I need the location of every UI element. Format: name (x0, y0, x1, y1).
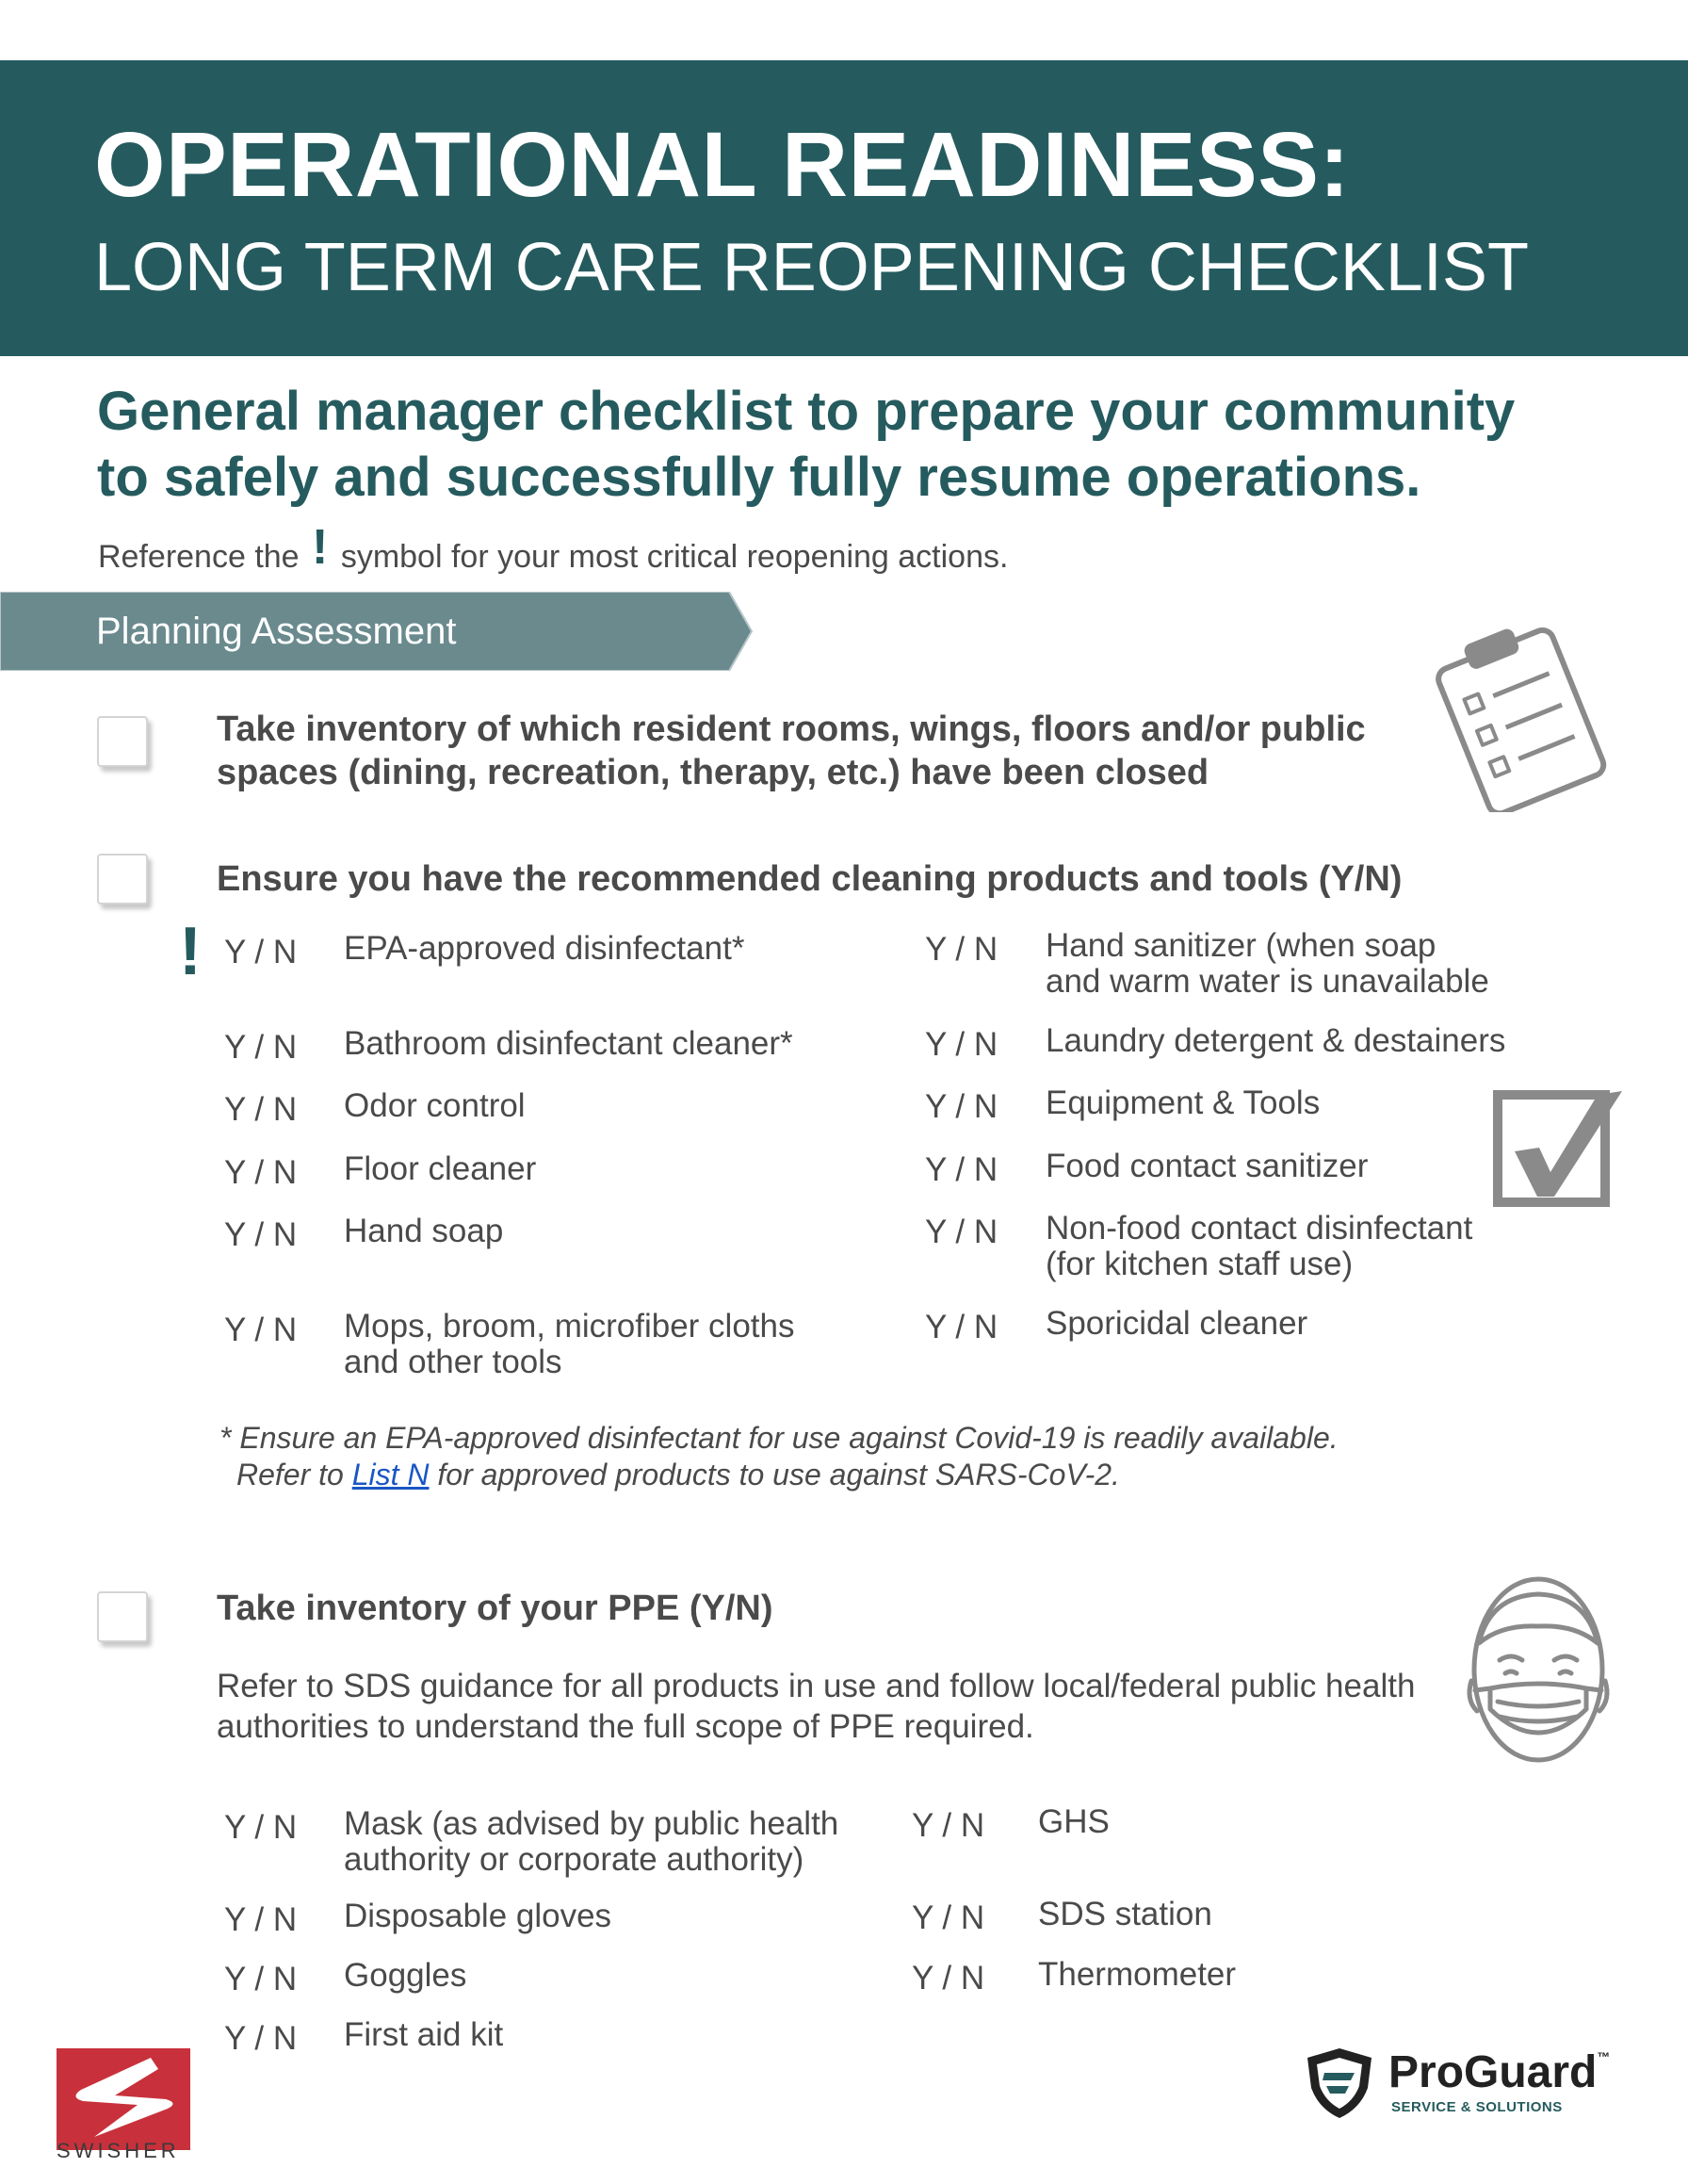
footnote-text-after-link: for approved products to use against SARS-CoV-2. (437, 1458, 1120, 1491)
yn-toggle[interactable]: Y / N (925, 1088, 998, 1125)
checklist-item-line: Equipment & Tools (1046, 1084, 1321, 1121)
yn-toggle[interactable]: Y / N (925, 931, 998, 968)
checked-box-icon (1492, 1085, 1624, 1217)
checklist-item-line: and other tools (344, 1344, 562, 1380)
checklist-item-line: Hand sanitizer (when soap (1046, 927, 1436, 964)
checklist-item (1046, 1085, 1320, 1121)
checklist-item (1046, 1306, 1307, 1342)
yn-toggle[interactable]: Y / N (224, 1961, 298, 1997)
swisher-logo-icon (57, 2048, 198, 2150)
page-subtitle: LONG TERM CARE REOPENING CHECKLIST (94, 230, 1529, 305)
task-1-checkbox[interactable] (97, 716, 148, 767)
checklist-item-line: Food contact sanitizer (1046, 1148, 1369, 1184)
yn-toggle[interactable]: Y / N (925, 1214, 998, 1250)
checklist-item-line: First aid kit (344, 2016, 504, 2053)
yn-toggle[interactable]: Y / N (925, 1309, 998, 1345)
yn-toggle[interactable]: Y / N (912, 1807, 985, 1844)
checklist-item-line: and warm water is unavailable (1046, 963, 1489, 1000)
footnote-line-2 (219, 1457, 1339, 1493)
checklist-item-line: Mask (as advised by public health (344, 1805, 839, 1842)
swisher-wordmark: SWISHER (57, 2139, 180, 2162)
checklist-item-line: Goggles (344, 1957, 467, 1994)
yn-toggle[interactable]: Y / N (224, 1091, 298, 1128)
checklist-item (1046, 1149, 1368, 1184)
yn-toggle[interactable]: Y / N (224, 1809, 298, 1846)
critical-symbol-icon: ! (312, 520, 329, 575)
task-1-line-1: Take inventory of which resident rooms, wings, floors and/or public (217, 709, 1366, 749)
checklist-item (1046, 1023, 1505, 1059)
checklist-item-line: (for kitchen staff use) (1046, 1246, 1354, 1282)
task-2-title: Ensure you have the recommended cleaning products and tools (Y/N) (217, 859, 1403, 899)
yn-toggle[interactable]: Y / N (224, 1901, 298, 1938)
task-1-text (217, 708, 1404, 794)
proguard-wordmark (1388, 2047, 1611, 2097)
checklist-item-line: Hand soap (344, 1213, 504, 1249)
task-3-checkbox[interactable] (97, 1591, 148, 1642)
proguard-tagline: SERVICE & SOLUTIONS (1391, 2099, 1563, 2115)
checklist-item (344, 1899, 611, 1934)
checklist-item (344, 1309, 794, 1380)
task-3-description (217, 1666, 1415, 1747)
clipboard-checklist-icon (1430, 624, 1609, 812)
yn-toggle[interactable]: Y / N (224, 1312, 298, 1348)
yn-toggle[interactable]: Y / N (224, 1154, 298, 1191)
checklist-item (1038, 1897, 1212, 1932)
checklist-item (344, 1026, 793, 1062)
checklist-item (344, 1214, 503, 1249)
checklist-item-line: Disposable gloves (344, 1898, 612, 1934)
checklist-item (1038, 1957, 1236, 1993)
reference-text-after: symbol for your most critical reopening actions. (340, 539, 1009, 575)
yn-toggle[interactable]: Y / N (912, 1899, 985, 1936)
checklist-item-line: authority or corporate authority) (344, 1841, 804, 1878)
proguard-name: ProGuard (1388, 2047, 1598, 2097)
checklist-item (344, 1151, 536, 1187)
reference-text-before: Reference the (98, 539, 300, 575)
checklist-item-line: Mops, broom, microfiber cloths (344, 1308, 795, 1345)
critical-mark-icon: ! (179, 914, 202, 989)
face-mask-icon (1462, 1568, 1615, 1768)
footnote-line-1: * Ensure an EPA-approved disinfectant for use against Covid-19 is readily available. (219, 1421, 1339, 1455)
section-title: Planning Assessment (96, 611, 457, 652)
task-3-title: Take inventory of your PPE (Y/N) (217, 1589, 773, 1628)
checklist-item (344, 931, 744, 967)
checklist-item (344, 1958, 466, 1994)
task-3-description-line-1: Refer to SDS guidance for all products in use and follow local/federal public health (217, 1668, 1416, 1704)
checklist-item-line: EPA-approved disinfectant* (344, 930, 745, 967)
checklist-item-line: GHS (1038, 1803, 1110, 1840)
checklist-item-line: SDS station (1038, 1896, 1212, 1932)
checklist-item (344, 2017, 503, 2053)
proguard-trademark: ™ (1597, 2049, 1611, 2064)
yn-toggle[interactable]: Y / N (912, 1960, 985, 1997)
yn-toggle[interactable]: Y / N (224, 2020, 298, 2057)
headline-line-1: General manager checklist to prepare your community (97, 381, 1516, 442)
yn-toggle[interactable]: Y / N (224, 1029, 298, 1066)
list-n-link[interactable]: List N (351, 1458, 430, 1491)
task-2-checkbox[interactable] (97, 854, 148, 905)
yn-toggle[interactable]: Y / N (224, 934, 298, 970)
checklist-item-line: Thermometer (1038, 1956, 1237, 1993)
checklist-item (344, 1806, 838, 1878)
checklist-item (1046, 928, 1489, 1000)
footnote-text-before-link: Refer to (236, 1458, 344, 1491)
task-1-line-2: spaces (dining, recreation, therapy, etc.) have been closed (217, 753, 1209, 792)
reference-note (98, 520, 1009, 577)
yn-toggle[interactable]: Y / N (925, 1151, 998, 1188)
checklist-item-line: Bathroom disinfectant cleaner* (344, 1025, 793, 1062)
yn-toggle[interactable]: Y / N (925, 1026, 998, 1063)
checklist-item (1046, 1211, 1472, 1282)
footnote (219, 1420, 1339, 1493)
checklist-item (1038, 1804, 1110, 1840)
checklist-item-line: Floor cleaner (344, 1150, 537, 1187)
checklist-item-line: Odor control (344, 1087, 526, 1124)
checklist-item (344, 1088, 526, 1124)
proguard-shield-icon (1302, 2045, 1377, 2120)
checklist-item-line: Laundry detergent & destainers (1046, 1022, 1506, 1059)
checklist-item-line: Non-food contact disinfectant (1046, 1210, 1473, 1247)
page-title: OPERATIONAL READINESS: (94, 113, 1351, 216)
checklist-item-line: Sporicidal cleaner (1046, 1305, 1308, 1342)
task-3-description-line-2: authorities to understand the full scope of PPE required. (217, 1708, 1034, 1745)
headline-line-2: to safely and successfully fully resume operations. (97, 447, 1421, 508)
headline (97, 379, 1604, 511)
yn-toggle[interactable]: Y / N (224, 1216, 298, 1253)
